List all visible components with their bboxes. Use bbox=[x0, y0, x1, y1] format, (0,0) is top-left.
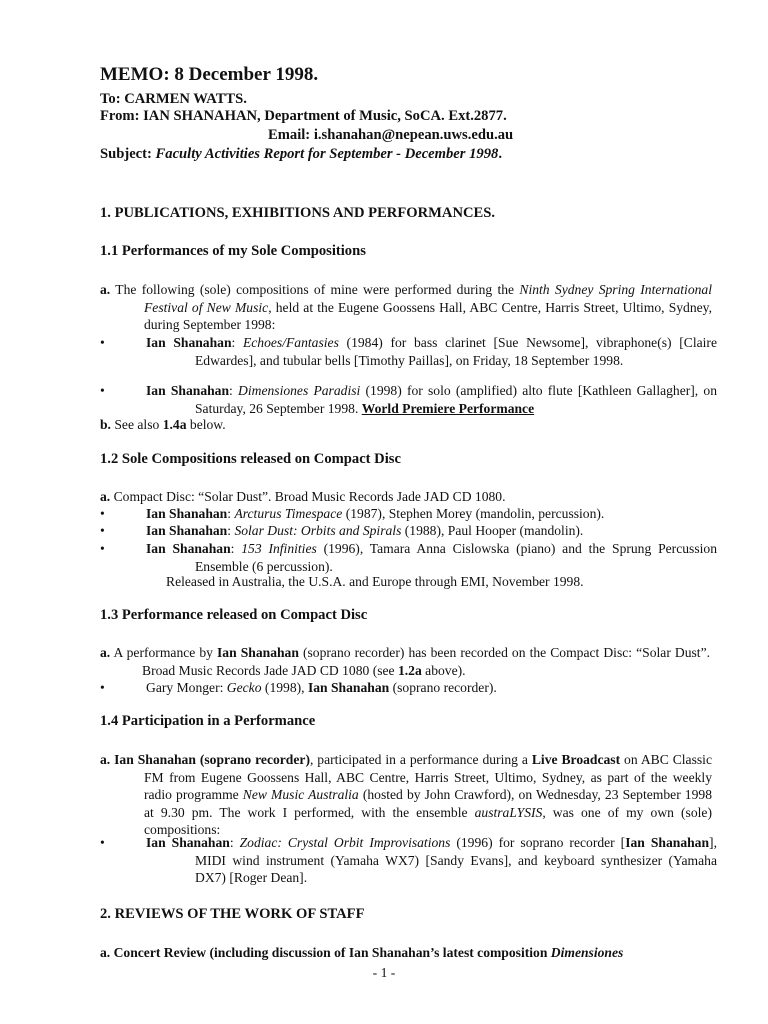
list-item bbox=[146, 834, 717, 887]
composer-name: Ian Shanahan bbox=[146, 541, 231, 556]
performer-name: Ian Shanahan (soprano recorder) bbox=[110, 752, 310, 767]
ensemble-name: austraLYSIS bbox=[474, 804, 543, 820]
section-heading: 1. PUBLICATIONS, EXHIBITIONS AND PERFORMANCES. bbox=[100, 205, 496, 221]
text-run: Concert Review (including discussion of Ian Shanahan’s latest composition bbox=[110, 945, 551, 960]
email-label: Email: bbox=[268, 127, 311, 143]
premiere-label: World Premiere Performance bbox=[361, 400, 535, 416]
subject-line bbox=[100, 146, 740, 164]
work-title: Arcturus Timespace bbox=[234, 506, 343, 521]
text-run: : bbox=[230, 541, 242, 556]
subject-end: . bbox=[498, 146, 502, 162]
bullet: • bbox=[100, 335, 105, 350]
to-label: To: bbox=[100, 91, 121, 107]
paragraph-1-1a bbox=[100, 281, 712, 334]
broadcast-label: Live Broadcast bbox=[531, 752, 621, 767]
text-run: The following (sole) compositions of mine were performed during the bbox=[110, 282, 520, 297]
text-run: (1987), Stephen Morey (mandolin, percussion). bbox=[342, 506, 605, 521]
text-run: (soprano recorder) has been recorded on the Compact Disc: “Solar Dust”. Broad Music Records Jade JAD CD 1080 (see bbox=[142, 645, 711, 678]
text-run: : bbox=[229, 383, 239, 398]
composer-name: Ian Shanahan bbox=[146, 523, 228, 538]
item-marker: a. bbox=[100, 282, 111, 297]
list-item bbox=[146, 540, 717, 575]
work-title: Dimensiones Paradisi bbox=[238, 383, 361, 398]
item-marker: a. bbox=[100, 645, 111, 660]
text-run: above). bbox=[421, 662, 466, 678]
text-run: See also bbox=[110, 417, 163, 432]
email-line bbox=[268, 127, 728, 145]
subsection-heading: 1.4 Participation in a Performance bbox=[100, 713, 316, 729]
composer-name: Ian Shanahan bbox=[146, 335, 232, 350]
text-run: , was one of my own (sole) compositions: bbox=[144, 804, 712, 838]
text-run: Gary Monger: bbox=[146, 680, 227, 695]
list-item bbox=[146, 679, 668, 697]
to-value: CARMEN WATTS. bbox=[124, 91, 247, 107]
text-run: (1996), Tamara Anna Cislowska (piano) and the Sprung Percussion Ensemble (6 percussion). bbox=[195, 541, 717, 574]
page-number: - 1 - bbox=[372, 965, 396, 980]
paragraph-1-4a bbox=[100, 751, 712, 839]
item-marker: b. bbox=[100, 417, 111, 432]
to-line bbox=[100, 91, 720, 109]
text-run: (hosted by John Crawford), on Wednesday, 23 September 1998 at 9.30 pm. The work I performed, with the ensemble bbox=[144, 787, 712, 820]
list-item bbox=[146, 382, 717, 417]
text-run: (1998), bbox=[261, 680, 308, 695]
festival-name: Ninth Sydney Spring International Festival of New Music bbox=[144, 282, 712, 315]
text-run: (1998) for solo (amplified) alto flute [Kathleen Gallagher], on Saturday, 26 September 1998. bbox=[195, 383, 717, 416]
text-run: (1996) for soprano recorder [ bbox=[450, 835, 626, 850]
from-label: From: bbox=[100, 108, 140, 124]
paragraph-2a bbox=[100, 944, 668, 962]
memo-title: MEMO: 8 December 1998. bbox=[100, 64, 319, 85]
text-run: ], MIDI wind instrument (Yamaha WX7) [Sandy Evans], and keyboard synthesizer (Yamaha DX7) [Roger Dean]. bbox=[195, 835, 717, 886]
text-run: (soprano recorder). bbox=[389, 680, 497, 695]
paragraph-1-1b bbox=[100, 416, 668, 434]
item-marker: a. bbox=[100, 945, 111, 960]
work-title: Gecko bbox=[226, 680, 262, 695]
text-run: : bbox=[231, 335, 243, 350]
performer-name: Ian Shanahan bbox=[625, 835, 710, 850]
subsection-heading: 1.3 Performance released on Compact Disc bbox=[100, 607, 368, 623]
work-title: Dimensiones bbox=[550, 945, 624, 960]
bullet: • bbox=[100, 541, 105, 556]
bullet: • bbox=[100, 383, 105, 398]
work-title: Solar Dust: Orbits and Spirals bbox=[234, 523, 402, 538]
performer-name: Ian Shanahan bbox=[217, 645, 299, 660]
subject-label: Subject: bbox=[100, 146, 152, 162]
subsection-heading: 1.2 Sole Compositions released on Compact Disc bbox=[100, 451, 401, 467]
performer-name: Ian Shanahan bbox=[307, 680, 390, 695]
cross-reference: 1.4a bbox=[162, 417, 187, 432]
cross-reference: 1.2a bbox=[397, 662, 422, 678]
composer-name: Ian Shanahan bbox=[146, 835, 230, 850]
bullet: • bbox=[100, 523, 105, 538]
work-title: Zodiac: Crystal Orbit Improvisations bbox=[239, 835, 451, 850]
work-title: 153 Infinities bbox=[241, 541, 317, 556]
list-item bbox=[146, 505, 668, 523]
text-run: (1984) for bass clarinet [Sue Newsome], vibraphone(s) [Claire Edwardes], and tubular bells [Timothy Paillas], on Friday, 18 September 1998. bbox=[195, 335, 717, 368]
section-heading: 2. REVIEWS OF THE WORK OF STAFF bbox=[100, 906, 365, 922]
bullet: • bbox=[100, 835, 105, 850]
text-run: : bbox=[229, 835, 240, 850]
text-run: : bbox=[227, 523, 235, 538]
text-run: on ABC Classic FM from Eugene Goossens Hall, ABC Centre, Harris Street, Ultimo, Sydney, as part of the weekly radio programme bbox=[144, 752, 712, 803]
release-note: Released in Australia, the U.S.A. and Europe through EMI, November 1998. bbox=[166, 574, 584, 589]
work-title: Echoes/Fantasies bbox=[242, 335, 339, 350]
text-run: , participated in a performance during a bbox=[309, 752, 532, 767]
text-run: A performance by bbox=[110, 645, 218, 660]
subject-value: Faculty Activities Report for September - December 1998 bbox=[155, 146, 499, 162]
composer-name: Ian Shanahan bbox=[146, 383, 230, 398]
from-value: IAN SHANAHAN, Department of Music, SoCA. Ext.2877. bbox=[143, 108, 507, 124]
email-value: i.shanahan@nepean.uws.edu.au bbox=[313, 127, 514, 143]
subsection-heading: 1.1 Performances of my Sole Compositions bbox=[100, 243, 366, 259]
paragraph-1-2a bbox=[100, 488, 668, 506]
text-run: below. bbox=[186, 417, 226, 432]
item-marker: a. bbox=[100, 489, 111, 504]
from-line bbox=[100, 108, 720, 126]
text-run: : bbox=[227, 506, 235, 521]
list-item bbox=[146, 522, 668, 540]
bullet: • bbox=[100, 506, 105, 521]
list-item bbox=[146, 334, 717, 369]
text-run: (1988), Paul Hooper (mandolin). bbox=[401, 523, 584, 538]
text-run: Compact Disc: “Solar Dust”. Broad Music Records Jade JAD CD 1080. bbox=[110, 489, 506, 504]
item-marker: a. bbox=[100, 752, 111, 767]
composer-name: Ian Shanahan bbox=[146, 506, 228, 521]
program-name: New Music Australia bbox=[242, 787, 359, 803]
text-run: , held at the Eugene Goossens Hall, ABC Centre, Harris Street, Ultimo, Sydney, during September 1998: bbox=[144, 299, 712, 333]
bullet: • bbox=[100, 680, 105, 695]
paragraph-1-3a bbox=[100, 644, 710, 679]
